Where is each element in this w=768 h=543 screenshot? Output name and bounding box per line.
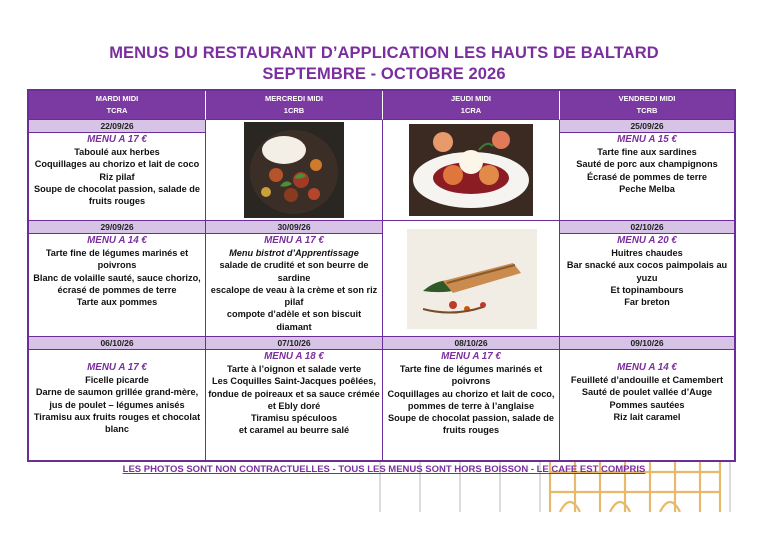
dish-line: Taboulé aux herbes (74, 147, 160, 157)
menu-fri-1 (560, 133, 734, 221)
menu-table (27, 89, 736, 462)
dish-line: Riz pilaf (99, 171, 135, 182)
dish-line: salade de crudité et son beurre de sardine (219, 260, 369, 283)
dish-line: Tiramisu spéculoos (250, 413, 338, 424)
dish-line: Blanc de volaille sauté, sauce chorizo, écrasé de pommes de terre (33, 272, 201, 295)
date-tue-2: 29/09/26 (29, 221, 206, 234)
dish-line: Huitres chaudes (611, 248, 683, 258)
dish-line: Sauté de poulet vallée d’Auge (581, 387, 713, 398)
dish-line: Pommes sautées (609, 399, 685, 410)
dish-line: Bar snacké aux cocos paimpolais au yuzu (566, 260, 728, 283)
dish-line: Sauté de porc aux champignons (576, 159, 718, 170)
dish-line: Coquillages au chorizo et lait de coco (34, 159, 200, 170)
dish-photo-vegetable-rice (206, 120, 383, 221)
column-header-friday (560, 91, 734, 120)
dish-line: Feuilleté d’andouille et Camembert (570, 375, 724, 385)
menu-thu-3 (383, 350, 560, 460)
date-wed-2: 30/09/26 (206, 221, 383, 234)
class-label: TCRB (636, 106, 658, 115)
menu-wed-2 (206, 234, 383, 337)
dish-line: compote d’adèle et son biscuit diamant (226, 309, 362, 332)
dish-line: Tiramisu aux fruits rouges et chocolat blanc (33, 411, 201, 435)
date-wed-3: 07/10/26 (206, 337, 383, 350)
dish-line: Ficelle picarde (85, 375, 149, 385)
page-subtitle: SEPTEMBRE - OCTOBRE 2026 (262, 65, 506, 83)
dish-line: Tarte fine aux sardines (597, 147, 697, 157)
menu-tue-1 (29, 133, 206, 221)
dish-line: Riz lait caramel (613, 411, 681, 422)
menu-tue-3 (29, 350, 206, 460)
menu-price: MENU A 17 € (441, 351, 501, 362)
menu-price: MENU A 14 € (87, 235, 147, 246)
menu-price: MENU A 17 € (87, 362, 147, 373)
menu-wed-3 (206, 350, 383, 460)
menu-price: MENU A 17 € (87, 134, 147, 145)
dish-line: et caramel au beurre salé (238, 425, 350, 436)
date-tue-3: 06/10/26 (29, 337, 206, 350)
page-title: MENUS DU RESTAURANT D’APPLICATION LES HAUTS DE BALTARD (109, 44, 659, 62)
dish-line: Darne de saumon grillée grand-mère, jus de poulet – légumes anisés (35, 387, 199, 410)
menu-fri-2 (560, 234, 734, 337)
column-header-wednesday (206, 91, 383, 120)
menu-price: MENU A 18 € (264, 351, 324, 362)
dish-line: Et topinambours (610, 284, 684, 295)
class-label: 1CRB (283, 106, 305, 115)
date-fri-2: 02/10/26 (560, 221, 734, 234)
dish-line: Écrasé de pommes de terre (586, 171, 707, 182)
column-header-tuesday (29, 91, 206, 120)
dish-line: Soupe de chocolat passion, salade de fruits rouges (388, 413, 554, 436)
dish-line: Tarte à l’oignon et salade verte (226, 364, 362, 374)
class-label: TCRA (106, 106, 128, 115)
class-label: 1CRA (460, 106, 482, 115)
date-tue-1: 22/09/26 (29, 120, 206, 133)
menu-fri-3 (560, 350, 734, 460)
column-header-thursday (383, 91, 560, 120)
dish-line: Tarte fine de légumes marinés et poivrons (45, 248, 189, 271)
menu-price: MENU A 14 € (617, 362, 677, 373)
date-fri-3: 09/10/26 (560, 337, 734, 350)
dish-line: Les Coquilles Saint-Jacques poêlées, fondue de poireaux et sa sauce crémée et Ebly doré (208, 376, 380, 411)
date-thu-3: 08/10/26 (383, 337, 560, 350)
day-label: VENDREDI MIDI (618, 94, 676, 103)
menu-tue-2 (29, 234, 206, 337)
date-fri-1: 25/09/26 (560, 120, 734, 133)
dish-photo-ice-cream-peaches (383, 120, 560, 221)
dish-line: Coquillages au chorizo et lait de coco, pommes de terre à l’anglaise (387, 388, 555, 411)
dish-line: Tarte aux pommes (76, 297, 158, 308)
dish-line: Far breton (624, 297, 670, 308)
dish-line: Tarte fine de légumes marinés et poivrons (399, 364, 543, 387)
day-label: JEUDI MIDI (450, 94, 491, 103)
menu-price: MENU A 17 € (264, 235, 324, 246)
dish-line: Peche Melba (619, 183, 675, 194)
day-label: MERCREDI MIDI (265, 94, 323, 103)
day-label: MARDI MIDI (95, 94, 139, 103)
menu-price: MENU A 20 € (617, 235, 677, 246)
menu-price: MENU A 15 € (617, 134, 677, 145)
footer-disclaimer: LES PHOTOS SONT NON CONTRACTUELLES - TOUS LES MENUS SONT HORS BOISSON - LE CAFE EST COMPRIS (122, 464, 646, 475)
dish-line: Soupe de chocolat passion, salade de fruits rouges (34, 183, 200, 207)
dish-photo-fish-fillet (383, 221, 560, 337)
menu-subtitle: Menu bistrot d’Apprentissage (229, 248, 359, 258)
dish-line: escalope de veau à la crème et son riz pilaf (210, 284, 378, 308)
